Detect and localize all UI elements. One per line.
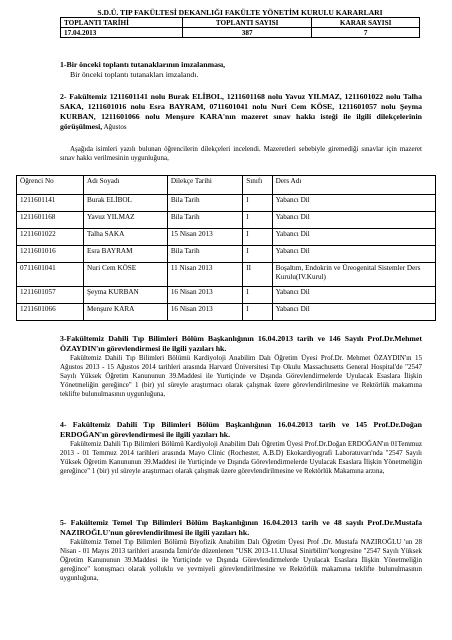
cell-student-no: 1211601022 bbox=[17, 229, 84, 246]
cell-name: Yavuz YILMAZ bbox=[84, 212, 168, 229]
cell-student-no: 1211601057 bbox=[17, 287, 84, 304]
item-1-text: Bir önceki toplantı tutanakları imzalandı. bbox=[70, 70, 199, 79]
cell-student-no: 0711601041 bbox=[17, 263, 84, 287]
students-table-header-row bbox=[17, 176, 436, 195]
table-row bbox=[17, 263, 436, 287]
cell-petition-date: Bila Tarih bbox=[167, 246, 242, 263]
item-2-title: 2- Fakültemiz 1211601141 nolu Burak ELİBOL, 1211601168 nolu Yavuz YILMAZ, 1211601022 nolu Talha SAKA, 1211601016 nolu Esra BAYRAM, 0711601041 nolu Nuri Cem KÖSE, 1211601057 nolu Şeyma KURBAN, 1211601066 nolu Menşure KARA'nın mazeret sınav hakkı isteği ile ilgili dilekçelerinin görüşülmesi, bbox=[60, 92, 422, 131]
cell-class: I bbox=[243, 287, 272, 304]
cell-name: Esra BAYRAM bbox=[84, 246, 168, 263]
table-row bbox=[17, 195, 436, 212]
cell-petition-date: 16 Nisan 2013 bbox=[167, 304, 242, 321]
cell-petition-date: 16 Nisan 2013 bbox=[167, 287, 242, 304]
cell-class: I bbox=[243, 212, 272, 229]
decision-number-value: 7 bbox=[312, 28, 420, 38]
cell-course: Yabancı Dil bbox=[272, 229, 435, 246]
table-row bbox=[17, 229, 436, 246]
meeting-info-table bbox=[60, 17, 420, 38]
cell-course: Yabancı Dil bbox=[272, 287, 435, 304]
item-3-text: Fakültemiz Dahili Tıp Bilimleri Bölümü Kardiyoloji Anabilim Dalı Öğretim Üyesi Prof.Dr. Mehmet ÖZAYDIN'ın 15 Ağustos 2013 - 15 Ağustos 2014 tarihleri arasında Harvard Üniversitesi Tıp Okulu Massachusetts General Hospital'de "2547 Sayılı Yüksek Öğretim Kanununun 39.Maddesi ile Yurtiçinde ve Dışında Görevlendirmelerde Uyulacak Esaslara İlişkin Yönetmeliğin gereğince" 1 (bir) yıl süreyle araştırmacı olarak çalışmak üzere görevlendirilmesine ve Rektörlük makamına teklifte bulunulmasının uygunluğuna, bbox=[60, 354, 422, 398]
cell-class: I bbox=[243, 246, 272, 263]
table-row bbox=[17, 304, 436, 321]
item-1 bbox=[60, 60, 422, 80]
item-1-title: 1-Bir önceki toplantı tutanaklarının imzalanması, bbox=[60, 60, 226, 69]
cell-course: Boşaltım, Endokrin ve Üreogenital Sistemler Ders Kurulu(IV.Kurul) bbox=[272, 263, 435, 287]
cell-course: Yabancı Dil bbox=[272, 195, 435, 212]
item-4-text: Fakültemiz Dahili Tıp Bilimleri Bölümü Kardiyoloji Anabilim Dalı Öğretim Üyesi Prof.Dr.Doğan ERDOĞAN'ın 01Temmuz 2013 - 01 Temmuz 2014 tarihleri arasında Mayo Clinic (Rochester, A.B.D) Ekokardiyografi Laboratuvarı'nda "2547 Sayılı Yüksek Öğretim Kanununun 39.Maddesi ile Yurtiçinde ve Dışında Görevlendirmelerde Uyulacak Esaslara İlişkin Yönetmeliğin gereğince" 1 (bir) yıl süreyle araştırmacı olarak çalışmak üzere görevlendirilmesine ve Rektörlük Makamına arzına, bbox=[60, 440, 422, 475]
meeting-date-value: 17.04.2013 bbox=[61, 28, 183, 38]
cell-course: Yabancı Dil bbox=[272, 304, 435, 321]
item-2 bbox=[60, 92, 422, 132]
item-3-title: 3-Fakültemiz Dahili Tıp Bilimleri Bölüm Başkanlığının 16.04.2013 tarih ve 146 Sayılı Prof.Dr.Mehmet ÖZAYDIN'ın görevlendirmesi ile ilgili yazıları hk. bbox=[60, 334, 422, 353]
col-course: Ders Adı bbox=[272, 176, 435, 195]
item-2-text: Aşağıda isimleri yazılı bulunan öğrencilerin dilekçeleri incelendi. Mazeretleri sebebiyle giremediği sınavlar için mazeret sınav hakkı verilmesinin uygunluğuna, bbox=[60, 145, 422, 162]
cell-student-no: 1211601016 bbox=[17, 246, 84, 263]
cell-class: I bbox=[243, 195, 272, 212]
cell-course: Yabancı Dil bbox=[272, 212, 435, 229]
col-petition-date: Dilekçe Tarihi bbox=[167, 176, 242, 195]
cell-class: II bbox=[243, 263, 272, 287]
cell-name: Şeyma KURBAN bbox=[84, 287, 168, 304]
col-class: Sınıfı bbox=[243, 176, 272, 195]
cell-course: Yabancı Dil bbox=[272, 246, 435, 263]
item-5 bbox=[60, 518, 422, 583]
meeting-number-value: 387 bbox=[183, 28, 312, 38]
meeting-info-header-row bbox=[61, 18, 420, 28]
cell-name: Burak ELİBOL bbox=[84, 195, 168, 212]
item-4 bbox=[60, 420, 422, 476]
table-row bbox=[17, 212, 436, 229]
cell-student-no: 1211601141 bbox=[17, 195, 84, 212]
cell-class: I bbox=[243, 229, 272, 246]
table-row bbox=[17, 246, 436, 263]
meeting-info-value-row bbox=[61, 28, 420, 38]
cell-petition-date: 15 Nisan 2013 bbox=[167, 229, 242, 246]
meeting-date-label: TOPLANTI TARİHİ bbox=[61, 18, 183, 28]
col-student-no: Öğrenci No bbox=[17, 176, 84, 195]
item-3 bbox=[60, 334, 422, 399]
item-4-title: 4- Fakültemiz Dahili Tıp Bilimleri Bölüm Başkanlığının 16.04.2013 tarih ve 145 Prof.Dr.Doğan ERDOĞAN'ın görevlendirmesi ile ilgili yazıları hk. bbox=[60, 420, 422, 439]
item-5-title: 5- Fakültemiz Temel Tıp Bilimleri Bölüm Başkanlığının 16.04.2013 tarih ve 48 sayılı Prof.Dr.Mustafa NAZIROĞLU'nun görevlendirilmesi ile ilgili yazıları hk. bbox=[60, 518, 422, 537]
cell-class: I bbox=[243, 304, 272, 321]
cell-name: Nuri Cem KÖSE bbox=[84, 263, 168, 287]
meeting-number-label: TOPLANTI SAYISI bbox=[183, 18, 312, 28]
cell-student-no: 1211601168 bbox=[17, 212, 84, 229]
cell-name: Talha SAKA bbox=[84, 229, 168, 246]
cell-petition-date: Bila Tarih bbox=[167, 212, 242, 229]
decision-number-label: KARAR SAYISI bbox=[312, 18, 420, 28]
cell-petition-date: Bila Tarih bbox=[167, 195, 242, 212]
cell-name: Menşure KARA bbox=[84, 304, 168, 321]
item-5-text: Fakültemiz Temel Tıp Bilimleri Bölümü Biyofizik Anabilim Dalı Öğretim Üyesi Prof .Dr. Mustafa NAZIROĞLU 'un 28 Nisan - 01 Mayıs 2013 tarihleri arasında İzmir'de düzenlenen "USK 2013-11.Ulusal Sinirbilim"kongresine "2547 Sayılı Yüksek Öğretim Kanununun 39.Maddesi ile Yurtiçinde ve Dışında Görevlendirmelerde Uyulacak Esaslara İlişkin Yönetmeliğin gereğince" konuşmacı olarak yolluklu ve yevmiyeli görevlendirilmesine ve Rektörlük makamına teklifte bulunulmasının uygunluğuna, bbox=[60, 538, 422, 582]
cell-petition-date: 11 Nisan 2013 bbox=[167, 263, 242, 287]
col-name: Adı Soyadı bbox=[84, 176, 168, 195]
document-header-title: S.D.Ü. TIP FAKÜLTESİ DEKANLIĞI FAKÜLTE YÖNETİM KURULU KARARLARI bbox=[97, 8, 383, 17]
students-table bbox=[16, 175, 436, 321]
item-2-title-tail: Ağustos bbox=[102, 123, 127, 131]
cell-student-no: 1211601066 bbox=[17, 304, 84, 321]
table-row bbox=[17, 287, 436, 304]
